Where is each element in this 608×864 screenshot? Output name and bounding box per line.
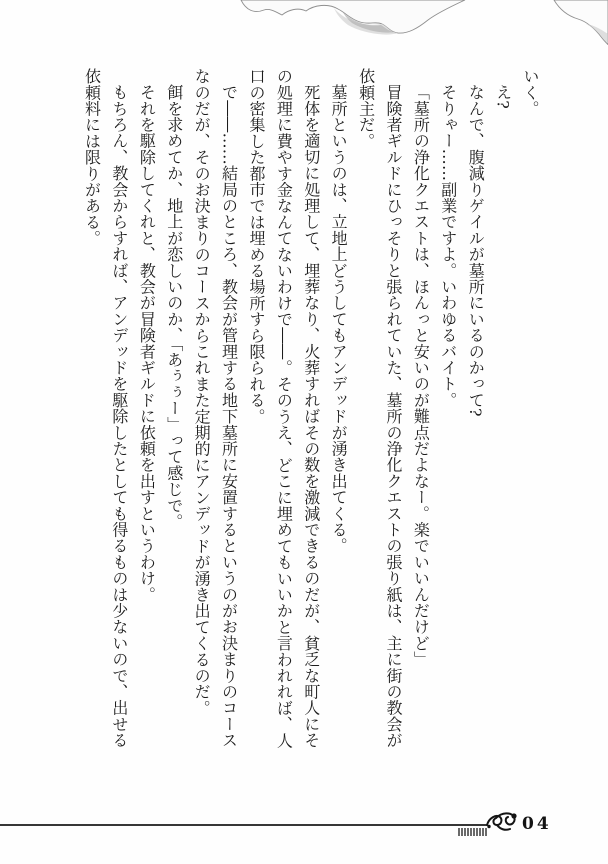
paragraph-10: 餌を求めてか、地上が恋しいのか、「あぅぅー」って感じで。 bbox=[164, 84, 184, 530]
vertical-text-block bbox=[78, 68, 544, 762]
paragraph-2: え? bbox=[493, 84, 513, 109]
footer-rule bbox=[0, 810, 560, 854]
paragraph-12: もちろん、教会からすれば、アンデッドを駆除したとしても得るものは少ないので、出せる依頼料には限りがある。 bbox=[82, 68, 129, 749]
cloud-smudge-top-center bbox=[238, 0, 468, 52]
paragraph-7: 墓所というのは、立地上どうしてもアンデッドが湧き出てくる。 bbox=[329, 84, 349, 554]
paragraph-3: なんで、腹減りゲイルが墓所にいるのかって? bbox=[466, 84, 486, 417]
footer-flourish-icon bbox=[487, 813, 515, 829]
cloud-smudge-top-right bbox=[548, 0, 608, 46]
flourish-dot-small bbox=[487, 825, 490, 828]
paragraph-5-dialogue: 「墓所の浄化クエストは、ほんっと安いのが難点だよなー。楽でいいんだけど」 bbox=[411, 84, 431, 668]
paragraph-9: で――……結局のところ、教会が管理する地下墓所に安置するというのがお決まりのコースなのだが、そのお決まりのコースからこれまた定期的にアンデッドが湧き出てくるのだ。 bbox=[192, 68, 239, 749]
paragraph-6: 冒険者ギルドにひっそりと張られていた、墓所の浄化クエストの張り紙は、主に街の教会が依頼主だ。 bbox=[356, 68, 403, 749]
paragraph-1: いく。 bbox=[521, 68, 540, 117]
paragraph-8: 死体を適切に処理して、埋葬なり、火葬すればその数を激減できるのだが、貧乏な町人にその処理に費やす金なんてないわけで――。そのうえ、どこに埋めてもいいかと言われれば、人口の密集した都市では埋める場所すら限られる。 bbox=[246, 68, 321, 749]
footer-hatch-marks bbox=[459, 828, 486, 836]
paragraph-11: それを駆除してくれと、教会が冒険者ギルドに依頼を出すというわけ。 bbox=[137, 84, 157, 603]
paragraph-4: そりゃー……副業ですよ。いわゆるバイト。 bbox=[438, 84, 458, 408]
flourish-dot bbox=[511, 813, 516, 818]
page-number: 04 bbox=[522, 814, 552, 834]
